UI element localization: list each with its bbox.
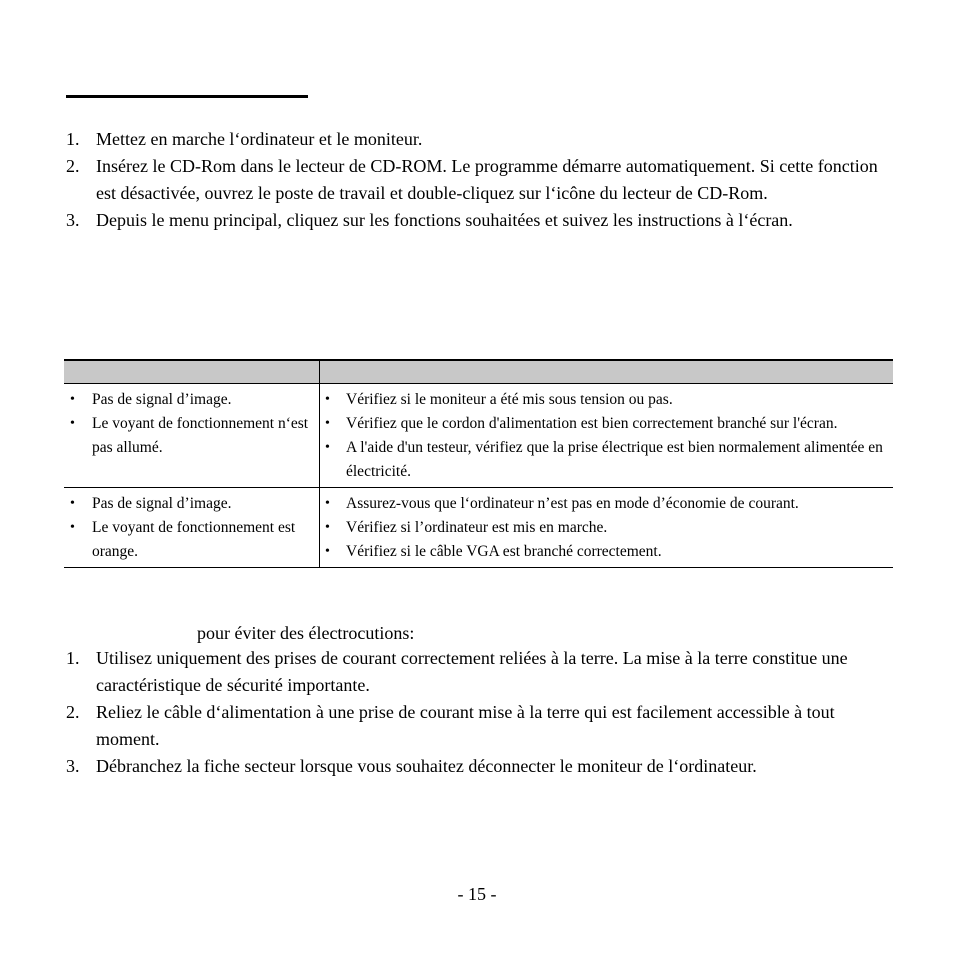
problem-item: • Le voyant de fonctionnement est orange. xyxy=(64,516,319,564)
list-item xyxy=(66,645,896,699)
solution-item: • Assurez-vous que l‘ordinateur n’est pas en mode d’économie de courant. xyxy=(320,492,893,516)
step-text: Mettez en marche l‘ordinateur et le moniteur. xyxy=(96,129,423,149)
step-text: Insérez le CD-Rom dans le lecteur de CD-ROM. Le programme démarre automatiquement. Si cette fonction est désactivée, ouvrez le poste de travail et double-cliquez sur l‘icône du lecteur de CD-Rom. xyxy=(96,156,878,203)
list-item xyxy=(66,753,896,780)
table-row xyxy=(64,384,893,488)
troubleshooting-table xyxy=(64,359,893,568)
solution-item: • A l'aide d'un testeur, vérifiez que la prise électrique est bien normalement alimentée en électricité. xyxy=(320,436,893,484)
step-text: Reliez le câble d‘alimentation à une prise de courant mise à la terre qui est facilement accessible à tout moment. xyxy=(96,702,835,749)
list-item xyxy=(66,207,896,234)
solution-item: • Vérifiez si l’ordinateur est mis en marche. xyxy=(320,516,893,540)
problem-column-header xyxy=(64,360,320,384)
problem-item: • Pas de signal d’image. xyxy=(64,492,319,516)
solution-column-header xyxy=(320,360,894,384)
problem-item: • Le voyant de fonctionnement n‘est pas allumé. xyxy=(64,412,319,460)
problem-cell xyxy=(64,488,320,568)
step-number: 2. xyxy=(66,156,80,176)
list-item xyxy=(66,126,896,153)
step-number: 1. xyxy=(66,129,80,149)
solution-item: • Vérifiez que le cordon d'alimentation est bien correctement branché sur l'écran. xyxy=(320,412,893,436)
step-number: 1. xyxy=(66,648,80,668)
table-row xyxy=(64,488,893,568)
step-number: 2. xyxy=(66,702,80,722)
solution-item: • Vérifiez si le moniteur a été mis sous tension ou pas. xyxy=(320,388,893,412)
safety-intro: pour éviter des électrocutions: xyxy=(197,623,415,643)
solution-item: • Vérifiez si le câble VGA est branché correctement. xyxy=(320,540,893,564)
problem-item: • Pas de signal d’image. xyxy=(64,388,319,412)
problem-cell xyxy=(64,384,320,488)
table-header-row xyxy=(64,360,893,384)
install-steps-list xyxy=(66,126,896,234)
step-number: 3. xyxy=(66,756,80,776)
page-number: - 15 - xyxy=(457,884,497,904)
step-text: Débranchez la fiche secteur lorsque vous souhaitez déconnecter le moniteur de l‘ordinateur. xyxy=(96,756,757,776)
step-number: 3. xyxy=(66,210,80,230)
list-item xyxy=(66,699,896,753)
solution-cell xyxy=(320,488,894,568)
list-item xyxy=(66,153,896,207)
section-heading-underline xyxy=(66,95,308,98)
step-text: Utilisez uniquement des prises de courant correctement reliées à la terre. La mise à la terre constitue une caractéristique de sécurité importante. xyxy=(96,648,848,695)
solution-cell xyxy=(320,384,894,488)
step-text: Depuis le menu principal, cliquez sur les fonctions souhaitées et suivez les instructions à l‘écran. xyxy=(96,210,793,230)
safety-steps-list xyxy=(66,645,896,780)
